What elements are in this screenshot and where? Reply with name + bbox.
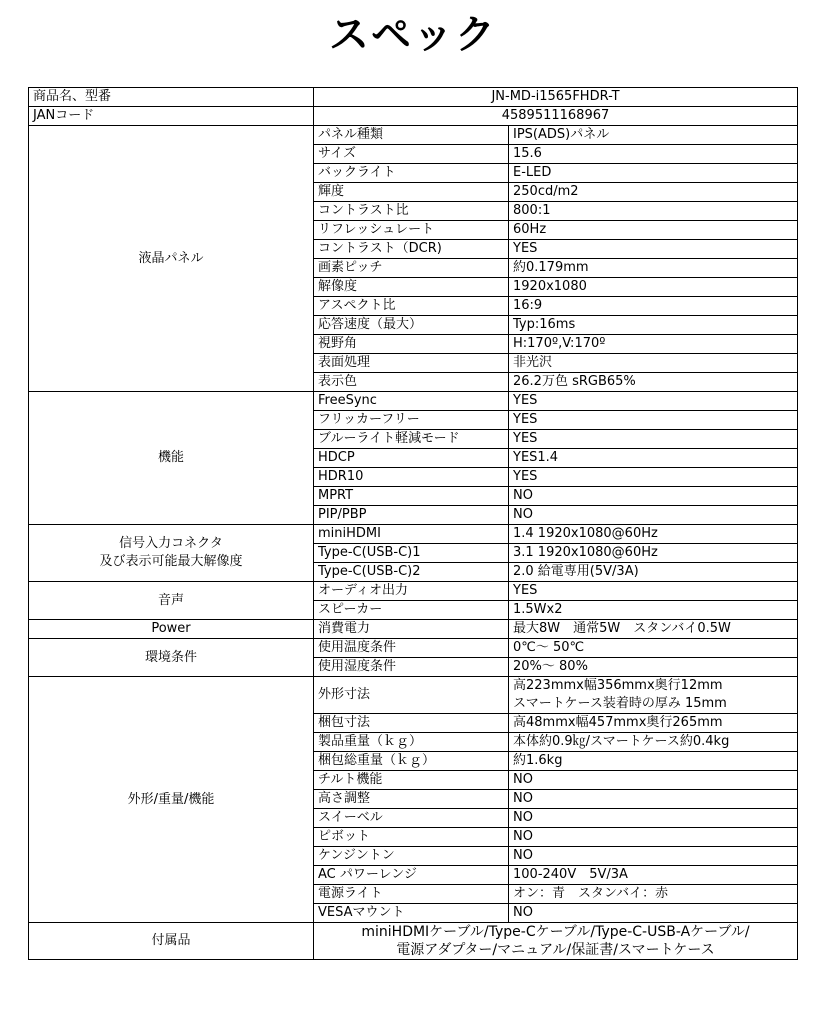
row-value: 4589511168967 <box>314 107 798 126</box>
spec-value: 高48mmx幅457mmx奥行265mm <box>509 714 798 733</box>
spec-value: 1.5Wx2 <box>509 601 798 620</box>
spec-value-line: 高223mmx幅356mmx奥行12mm <box>513 678 723 693</box>
spec-value: 3.1 1920x1080@60Hz <box>509 544 798 563</box>
spec-item: コントラスト（DCR) <box>314 240 509 259</box>
spec-item: アスペクト比 <box>314 297 509 316</box>
spec-item: FreeSync <box>314 392 509 411</box>
spec-value: YES <box>509 430 798 449</box>
spec-value: 26.2万色 sRGB65% <box>509 373 798 392</box>
spec-value: 15.6 <box>509 145 798 164</box>
spec-item: 表面処理 <box>314 354 509 373</box>
spec-value: NO <box>509 771 798 790</box>
spec-item: 画素ピッチ <box>314 259 509 278</box>
spec-item: 製品重量（ｋｇ） <box>314 733 509 752</box>
spec-value: 本体約0.9㎏/スマートケース約0.4kg <box>509 733 798 752</box>
spec-item: Type-C(USB-C)1 <box>314 544 509 563</box>
page-title: スペック <box>329 12 497 58</box>
spec-value: 非光沢 <box>509 354 798 373</box>
spec-value: Typ:16ms <box>509 316 798 335</box>
spec-value: H:170º,V:170º <box>509 335 798 354</box>
spec-item: フリッカーフリー <box>314 411 509 430</box>
accessories-line: miniHDMIケーブル/Type-Cケーブル/Type-C-USB-Aケーブル/ <box>361 924 750 940</box>
spec-item: サイズ <box>314 145 509 164</box>
spec-item: ケンジントン <box>314 847 509 866</box>
category-label-line: 信号入力コネクタ <box>119 536 223 551</box>
spec-item: 視野角 <box>314 335 509 354</box>
spec-value-line: スマートケース装着時の厚み 15mm <box>513 696 727 711</box>
spec-item: 解像度 <box>314 278 509 297</box>
spec-item: MPRT <box>314 487 509 506</box>
spec-item: Type-C(USB-C)2 <box>314 563 509 582</box>
spec-item: 消費電力 <box>314 620 509 639</box>
spec-item: PIP/PBP <box>314 506 509 525</box>
spec-value: 0℃～ 50℃ <box>509 639 798 658</box>
spec-item: オーディオ出力 <box>314 582 509 601</box>
spec-item: HDCP <box>314 449 509 468</box>
spec-value: 100-240V 5V/3A <box>509 866 798 885</box>
spec-value: NO <box>509 487 798 506</box>
spec-item: 輝度 <box>314 183 509 202</box>
spec-value: 約0.179mm <box>509 259 798 278</box>
spec-item: 使用温度条件 <box>314 639 509 658</box>
table-row <box>29 126 798 145</box>
table-row <box>29 582 798 601</box>
spec-value: NO <box>509 809 798 828</box>
spec-value: オン：青 スタンバイ：赤 <box>509 885 798 904</box>
spec-value: YES <box>509 582 798 601</box>
table-row <box>29 525 798 544</box>
spec-item: チルト機能 <box>314 771 509 790</box>
category-cell: Power <box>29 620 314 639</box>
spec-item: スピーカー <box>314 601 509 620</box>
spec-value: NO <box>509 904 798 923</box>
table-row <box>29 639 798 658</box>
spec-value: YES <box>509 468 798 487</box>
spec-item: スイーベル <box>314 809 509 828</box>
spec-value: 800:1 <box>509 202 798 221</box>
spec-value <box>509 677 798 714</box>
spec-item: ブルーライト軽減モード <box>314 430 509 449</box>
spec-value: E-LED <box>509 164 798 183</box>
spec-value: YES <box>509 392 798 411</box>
category-cell: 液晶パネル <box>29 126 314 392</box>
category-label-line: 及び表示可能最大解像度 <box>99 554 243 569</box>
spec-value: NO <box>509 790 798 809</box>
category-cell: 機能 <box>29 392 314 525</box>
spec-value: NO <box>509 506 798 525</box>
spec-value: 2.0 給電専用(5V/3A) <box>509 563 798 582</box>
category-cell: 音声 <box>29 582 314 620</box>
accessories-line: 電源アダプター/マニュアル/保証書/スマートケース <box>396 942 715 958</box>
spec-value: NO <box>509 847 798 866</box>
table-row <box>29 392 798 411</box>
spec-value: YES <box>509 411 798 430</box>
row-label: 商品名、型番 <box>29 88 314 107</box>
row-value: JN-MD-i1565FHDR-T <box>314 88 798 107</box>
spec-value: 1920x1080 <box>509 278 798 297</box>
category-cell <box>29 525 314 582</box>
table-row <box>29 107 798 126</box>
spec-item: HDR10 <box>314 468 509 487</box>
category-cell: 外形/重量/機能 <box>29 677 314 923</box>
spec-item: 梱包総重量（ｋｇ） <box>314 752 509 771</box>
spec-item: AC パワーレンジ <box>314 866 509 885</box>
spec-item: VESAマウント <box>314 904 509 923</box>
table-row <box>29 677 798 714</box>
spec-item: miniHDMI <box>314 525 509 544</box>
spec-value: 最大8W 通常5W スタンバイ0.5W <box>509 620 798 639</box>
spec-value: YES <box>509 240 798 259</box>
spec-item: 高さ調整 <box>314 790 509 809</box>
category-cell: 環境条件 <box>29 639 314 677</box>
accessories-label: 付属品 <box>29 923 314 960</box>
table-row <box>29 620 798 639</box>
row-label: JANコード <box>29 107 314 126</box>
spec-item: バックライト <box>314 164 509 183</box>
spec-value: 60Hz <box>509 221 798 240</box>
spec-table <box>28 87 798 960</box>
spec-item: コントラスト比 <box>314 202 509 221</box>
spec-item: 外形寸法 <box>314 677 509 714</box>
spec-value: 250cd/m2 <box>509 183 798 202</box>
spec-value: 20%～ 80% <box>509 658 798 677</box>
spec-value: NO <box>509 828 798 847</box>
accessories-value <box>314 923 798 960</box>
spec-item: 電源ライト <box>314 885 509 904</box>
spec-value: IPS(ADS)パネル <box>509 126 798 145</box>
spec-value: 16:9 <box>509 297 798 316</box>
spec-item: リフレッシュレート <box>314 221 509 240</box>
table-row <box>29 88 798 107</box>
spec-item: 使用湿度条件 <box>314 658 509 677</box>
spec-value: 約1.6kg <box>509 752 798 771</box>
spec-item: パネル種類 <box>314 126 509 145</box>
table-row <box>29 923 798 960</box>
spec-item: 梱包寸法 <box>314 714 509 733</box>
spec-value: YES1.4 <box>509 449 798 468</box>
spec-value: 1.4 1920x1080@60Hz <box>509 525 798 544</box>
spec-item: ピボット <box>314 828 509 847</box>
spec-item: 表示色 <box>314 373 509 392</box>
spec-item: 応答速度（最大） <box>314 316 509 335</box>
